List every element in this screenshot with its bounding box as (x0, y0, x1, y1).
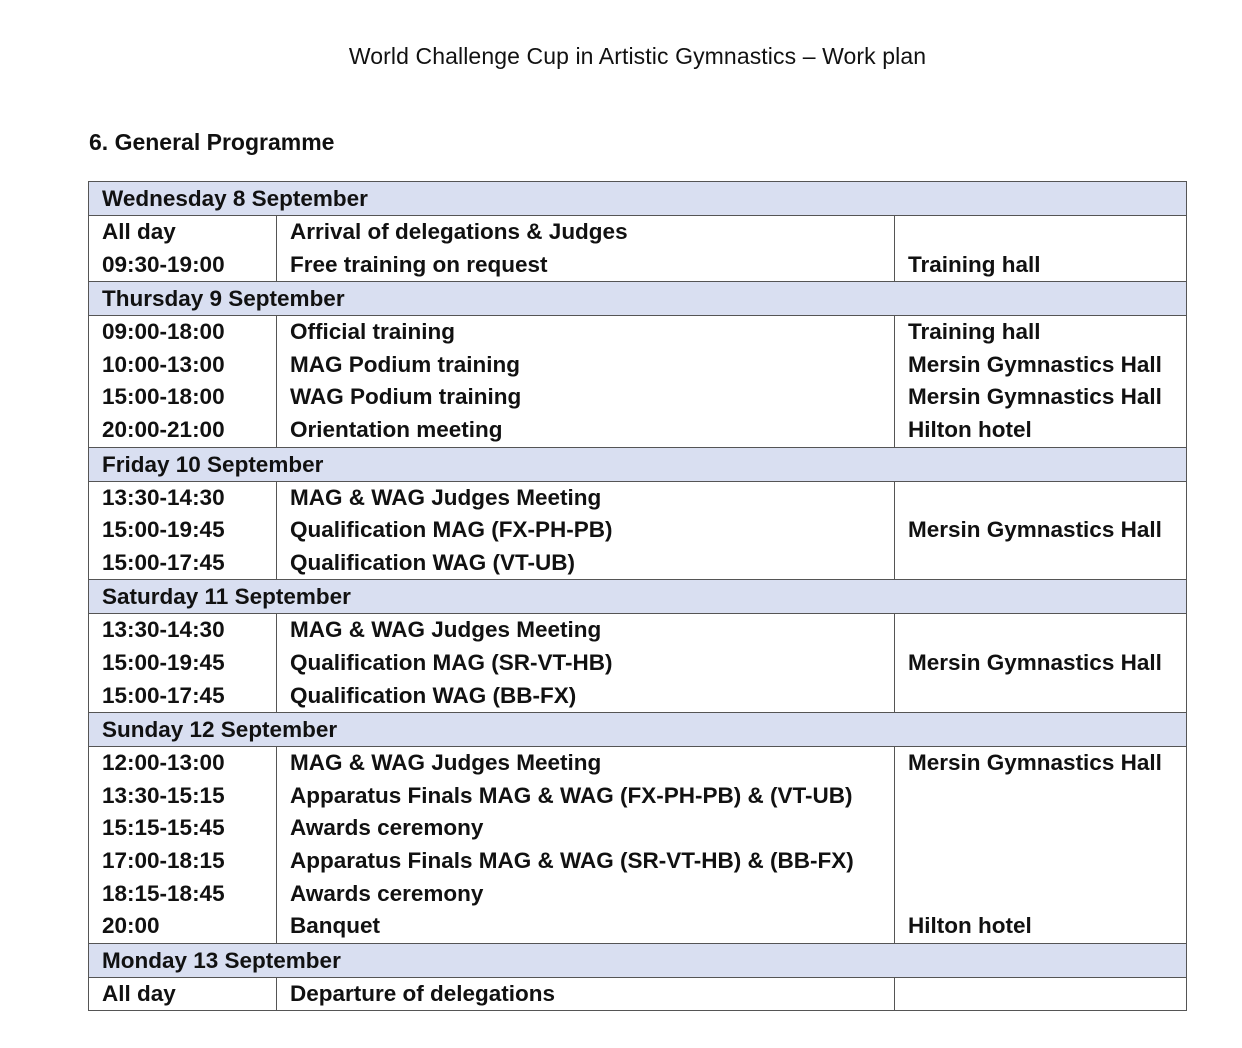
day-label: Thursday 9 September (89, 282, 1187, 316)
day-label: Monday 13 September (89, 943, 1187, 977)
day-header-row (89, 713, 1187, 747)
time-value: 17:00-18:15 (102, 847, 225, 873)
time-value: 09:00-18:00 (102, 319, 225, 345)
event-value: MAG & WAG Judges Meeting (290, 750, 602, 776)
time-value: 15:00-17:45 (102, 549, 225, 575)
time-value: 18:15-18:45 (102, 880, 225, 906)
venue-value: Hilton hotel (908, 913, 1032, 939)
general-programme-table (88, 181, 1187, 1011)
time-cell (89, 614, 277, 713)
venue-value (908, 845, 1186, 878)
day-block (89, 747, 1187, 944)
event-value: Arrival of delegations & Judges (290, 219, 628, 244)
venue-cell (895, 614, 1187, 713)
day-header-row (89, 282, 1187, 316)
event-value: Departure of delegations (290, 980, 556, 1006)
event-value: Qualification WAG (VT-UB) (290, 549, 575, 575)
time-value: 15:00-17:45 (102, 682, 225, 708)
event-cell (277, 747, 895, 944)
venue-cell (895, 216, 1187, 282)
venue-value: Mersin Gymnastics Hall (908, 649, 1162, 675)
venue-value: Training hall (908, 251, 1041, 277)
time-value: 13:30-15:15 (102, 782, 225, 808)
event-value: Apparatus Finals MAG & WAG (SR-VT-HB) & (BB-FX) (290, 847, 854, 873)
event-value: Official training (290, 319, 456, 345)
time-cell (89, 977, 277, 1011)
day-block (89, 216, 1187, 282)
venue-value: Hilton hotel (908, 416, 1032, 442)
time-cell (89, 481, 277, 580)
section-heading: 6. General Programme (89, 129, 335, 155)
day-block (89, 481, 1187, 580)
day-block (89, 977, 1187, 1011)
event-cell (277, 316, 895, 447)
event-value: MAG Podium training (290, 351, 520, 377)
venue-value (908, 780, 1186, 813)
event-value: Awards ceremony (290, 880, 484, 906)
day-label: Saturday 11 September (89, 580, 1187, 614)
event-value: Qualification MAG (SR-VT-HB) (290, 649, 613, 675)
time-value: 15:15-15:45 (102, 815, 225, 841)
event-cell (277, 481, 895, 580)
time-cell (89, 747, 277, 944)
time-value: 13:30-14:30 (102, 617, 225, 643)
venue-value: Mersin Gymnastics Hall (908, 750, 1162, 776)
event-value: Qualification WAG (BB-FX) (290, 682, 577, 708)
time-value: 15:00-18:00 (102, 384, 225, 410)
time-value: 13:30-14:30 (102, 484, 225, 510)
venue-value (908, 216, 1186, 249)
event-value: MAG & WAG Judges Meeting (290, 617, 602, 643)
event-value: Awards ceremony (290, 815, 484, 841)
day-label: Wednesday 8 September (89, 182, 1187, 216)
day-label: Sunday 12 September (89, 713, 1187, 747)
event-cell (277, 216, 895, 282)
venue-cell (895, 747, 1187, 944)
venue-value (908, 812, 1186, 845)
time-value: 09:30-19:00 (102, 251, 225, 277)
event-value: Free training on request (290, 251, 548, 277)
time-value: 15:00-19:45 (102, 517, 225, 543)
day-header-row (89, 580, 1187, 614)
event-cell (277, 977, 895, 1011)
time-value: All day (102, 980, 176, 1006)
venue-value: Mersin Gymnastics Hall (908, 517, 1162, 543)
day-header-row (89, 943, 1187, 977)
day-header-row (89, 447, 1187, 481)
venue-cell (895, 316, 1187, 447)
event-cell (277, 614, 895, 713)
event-value: Orientation meeting (290, 416, 503, 442)
event-value: MAG & WAG Judges Meeting (290, 484, 602, 510)
time-value: 20:00 (102, 913, 160, 939)
time-value: All day (102, 219, 176, 244)
day-header-row (89, 182, 1187, 216)
venue-value (908, 978, 1186, 1011)
event-value: Banquet (290, 913, 380, 939)
venue-value: Training hall (908, 319, 1041, 345)
venue-value (908, 878, 1186, 911)
day-block (89, 316, 1187, 447)
time-value: 20:00-21:00 (102, 416, 225, 442)
time-value: 10:00-13:00 (102, 351, 225, 377)
time-value: 12:00-13:00 (102, 750, 225, 776)
day-block (89, 614, 1187, 713)
venue-value: Mersin Gymnastics Hall (908, 351, 1162, 377)
venue-cell (895, 481, 1187, 580)
document-title: World Challenge Cup in Artistic Gymnastics – Work plan (348, 43, 927, 69)
time-value: 15:00-19:45 (102, 649, 225, 675)
time-cell (89, 316, 277, 447)
event-value: WAG Podium training (290, 384, 522, 410)
venue-value: Mersin Gymnastics Hall (908, 384, 1162, 410)
event-value: Qualification MAG (FX-PH-PB) (290, 517, 613, 543)
event-value: Apparatus Finals MAG & WAG (FX-PH-PB) & (VT-UB) (290, 782, 853, 808)
venue-cell (895, 977, 1187, 1011)
time-cell (89, 216, 277, 282)
day-label: Friday 10 September (89, 447, 1187, 481)
